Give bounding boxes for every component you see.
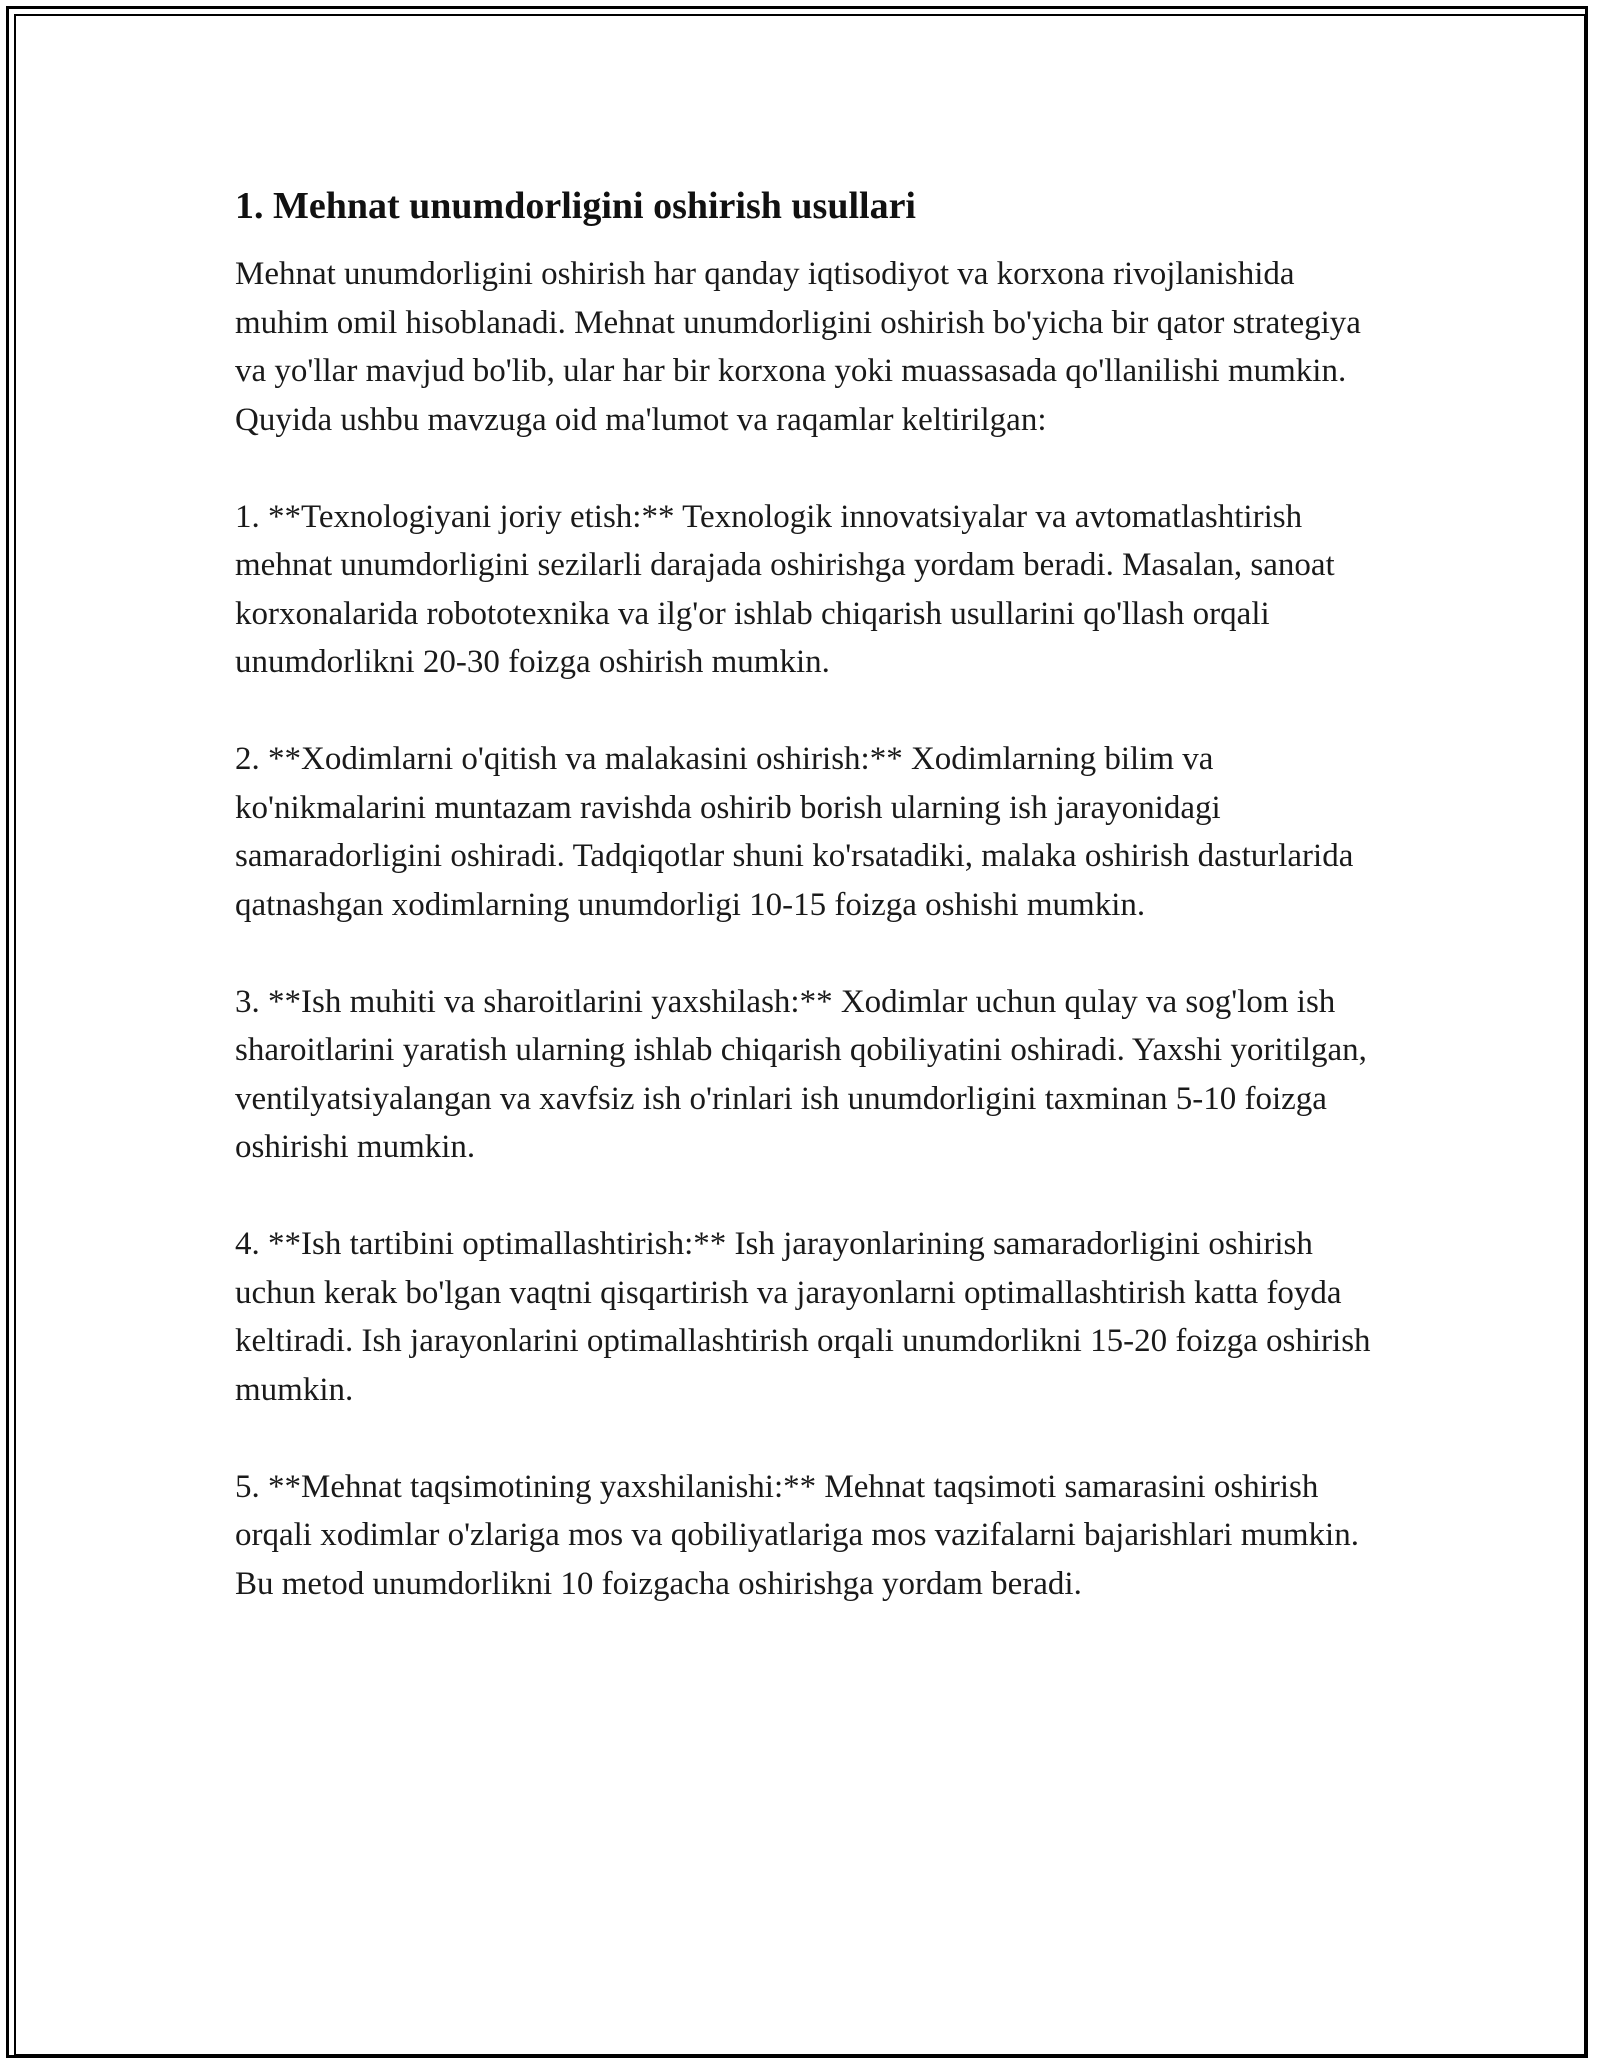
- document-title: 1. Mehnat unumdorligini oshirish usullari: [235, 185, 916, 227]
- list-item: 1. **Texnologiyani joriy etish:** Texnologik innovatsiyalar va avtomatlashtirish mehnat unumdorligini sezilarli darajada oshirishga yordam beradi. Masalan, sanoat korxonalarida robototexnika va ilg'or ishlab chiqarish usullarini qo'llash orqali unumdorlikni 20-30 foizga oshirish mumkin.: [235, 498, 1335, 680]
- list-item: 2. **Xodimlarni o'qitish va malakasini oshirish:** Xodimlarning bilim va ko'nikmalarini muntazam ravishda oshirib borish ularning ish jarayonidagi samaradorligini oshiradi. Tadqiqotlar shuni ko'rsatadiki, malaka oshirish dasturlarida qatnashgan xodimlarning unumdorligi 10-15 foizga oshishi mumkin.: [235, 741, 1354, 923]
- list-item: 4. **Ish tartibini optimallashtirish:** Ish jarayonlarining samaradorligini oshirish uchun kerak bo'lgan vaqtni qisqartirish va jarayonlarni optimallashtirish katta foyda keltiradi. Ish jarayonlarini optimallashtirish orqali unumdorlikni 15-20 foizga oshirish mumkin.: [235, 1226, 1371, 1408]
- intro-paragraph: Mehnat unumdorligini oshirish har qanday iqtisodiyot va korxona rivojlanishida muhim omil hisoblanadi. Mehnat unumdorligini oshirish bo'yicha bir qator strategiya va yo'llar mavjud bo'lib, ular har bir korxona yoki muassasada qo'llanilishi mumkin. Quyida ushbu mavzuga oid ma'lumot va raqamlar keltirilgan:: [235, 256, 1361, 438]
- list-item: 5. **Mehnat taqsimotining yaxshilanishi:** Mehnat taqsimoti samarasini oshirish orqali xodimlar o'zlariga mos va qobiliyatlariga mos vazifalarni bajarishlari mumkin. Bu metod unumdorlikni 10 foizgacha oshirishga yordam beradi.: [235, 1468, 1359, 1602]
- document-body: [235, 182, 1375, 1657]
- list-item: 3. **Ish muhiti va sharoitlarini yaxshilash:** Xodimlar uchun qulay va sog'lom ish sharoitlarini yaratish ularning ishlab chiqarish qobiliyatini oshiradi. Yaxshi yoritilgan, ventilyatsiyalangan va xavfsiz ish o'rinlari ish unumdorligini taxminan 5-10 foizga oshirishi mumkin.: [235, 983, 1367, 1165]
